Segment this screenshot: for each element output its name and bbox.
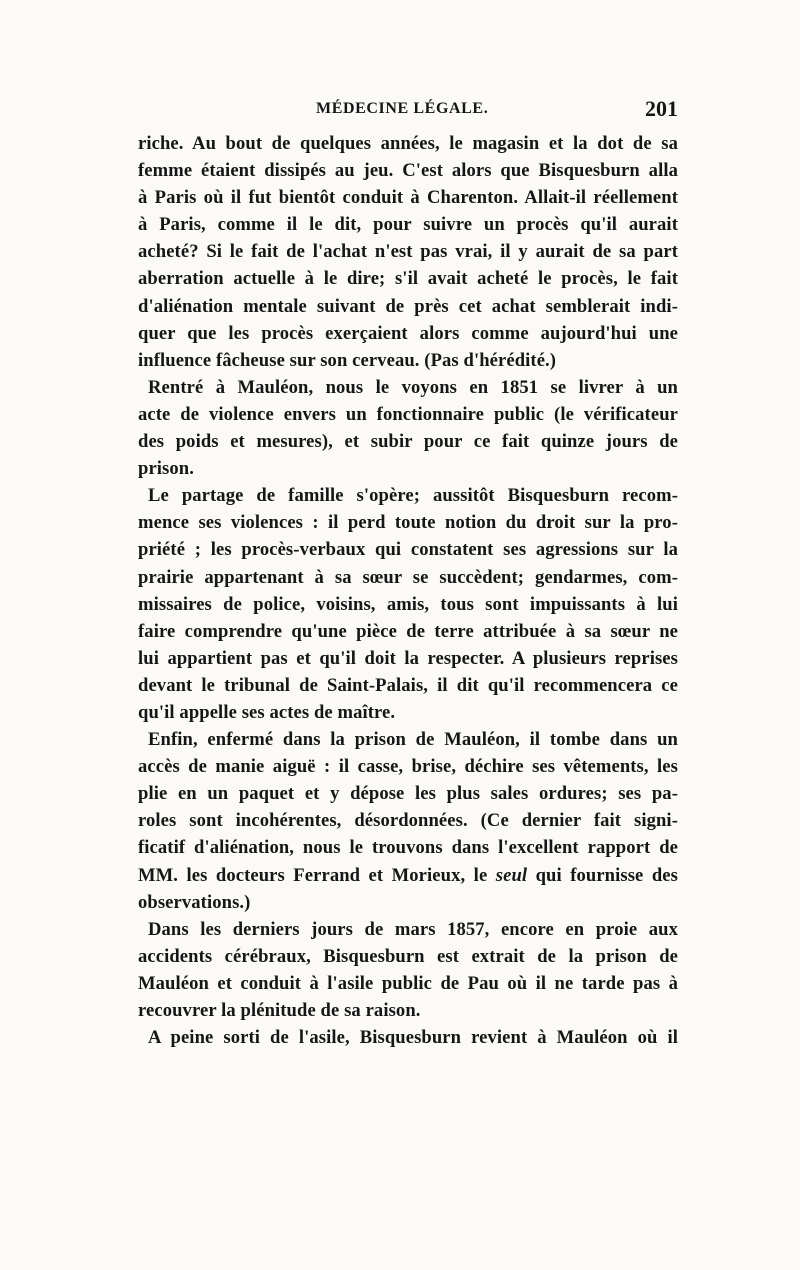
text-line: d'aliénation mentale suivant de près cet achat semblerait indi-: [138, 295, 678, 317]
text-line: à Paris où il fut bientôt conduit à Charenton. Allait-il réellement: [138, 187, 678, 209]
text-line: accès de manie aiguë : il casse, brise, déchire ses vêtements, les: [138, 756, 678, 778]
text-line: femme étaient dissipés au jeu. C'est alors que Bisquesburn alla: [138, 160, 678, 182]
text-line: priété ; les procès-verbaux qui constatent ses agressions sur la: [138, 539, 678, 561]
text-line: [138, 862, 678, 889]
paragraph: [138, 726, 678, 916]
paragraph: [138, 1024, 678, 1051]
text-line: missaires de police, voisins, amis, tous sont impuissants à lui: [138, 593, 678, 615]
text-line: Rentré à Mauléon, nous le voyons en 1851 se livrer à un: [148, 376, 678, 398]
text-fragment: qui fournisse des: [527, 864, 678, 886]
text-line: accidents cérébraux, Bisquesburn est extrait de la prison de: [138, 945, 678, 967]
text-line: Mauléon et conduit à l'asile public de Pau où il ne tarde pas à: [138, 972, 678, 994]
text-line: acheté? Si le fait de l'achat n'est pas vrai, il y aurait de sa part: [138, 241, 678, 263]
text-line: recouvrer la plénitude de sa raison.: [138, 1000, 421, 1021]
text-line: aberration actuelle à le dire; s'il avait acheté le procès, le fait: [138, 268, 678, 290]
emphasis-word: seul: [495, 864, 528, 886]
page-header: [138, 96, 678, 124]
text-line: quer que les procès exerçaient alors comme aujourd'hui une: [138, 322, 678, 344]
paragraph: [138, 374, 678, 482]
paragraph: [138, 916, 678, 1024]
text-line: influence fâcheuse sur son cerveau. (Pas d'hérédité.): [138, 349, 557, 371]
text-line: faire comprendre qu'une pièce de terre attribuée à sa sœur ne: [138, 620, 678, 642]
text-line: riche. Au bout de quelques années, le magasin et la dot de sa: [138, 133, 678, 154]
paragraph: [138, 482, 678, 726]
text-line: roles sont incohérentes, désordonnées. (Ce dernier fait signi-: [138, 810, 678, 832]
text-line: observations.): [138, 891, 251, 913]
text-line: Dans les derniers jours de mars 1857, encore en proie aux: [148, 918, 678, 940]
text-line: devant le tribunal de Saint-Palais, il dit qu'il recommencera ce: [138, 674, 678, 696]
text-line: des poids et mesures), et subir pour ce fait quinze jours de: [138, 431, 678, 453]
text-fragment: MM. les docteurs Ferrand et Morieux, le: [138, 864, 496, 886]
text-line: Enfin, enfermé dans la prison de Mauléon, il tombe dans un: [148, 729, 678, 751]
text-line: Le partage de famille s'opère; aussitôt Bisquesburn recom-: [148, 485, 678, 507]
text-line: à Paris, comme il le dit, pour suivre un procès qu'il aurait: [138, 214, 678, 236]
page-number: 201: [645, 96, 678, 121]
text-line: mence ses violences : il perd toute notion du droit sur la pro-: [138, 512, 678, 534]
text-line: plie en un paquet et y dépose les plus sales ordures; ses pa-: [138, 783, 678, 805]
text-line: ficatif d'aliénation, nous le trouvons dans l'excellent rapport de: [138, 837, 678, 859]
text-line: prison.: [138, 458, 194, 480]
paragraph: [138, 130, 678, 374]
text-line: acte de violence envers un fonctionnaire public (le vérificateur: [138, 403, 678, 425]
body-text: [138, 130, 678, 1051]
text-line: prairie appartenant à sa sœur se succèdent; gendarmes, com-: [138, 566, 678, 588]
text-line: qu'il appelle ses actes de maître.: [138, 701, 396, 723]
text-line: lui appartient pas et qu'il doit la respecter. A plusieurs reprises: [138, 647, 678, 669]
text-line: A peine sorti de l'asile, Bisquesburn revient à Mauléon où il: [148, 1027, 678, 1049]
running-title: MÉDECINE LÉGALE.: [316, 100, 489, 117]
